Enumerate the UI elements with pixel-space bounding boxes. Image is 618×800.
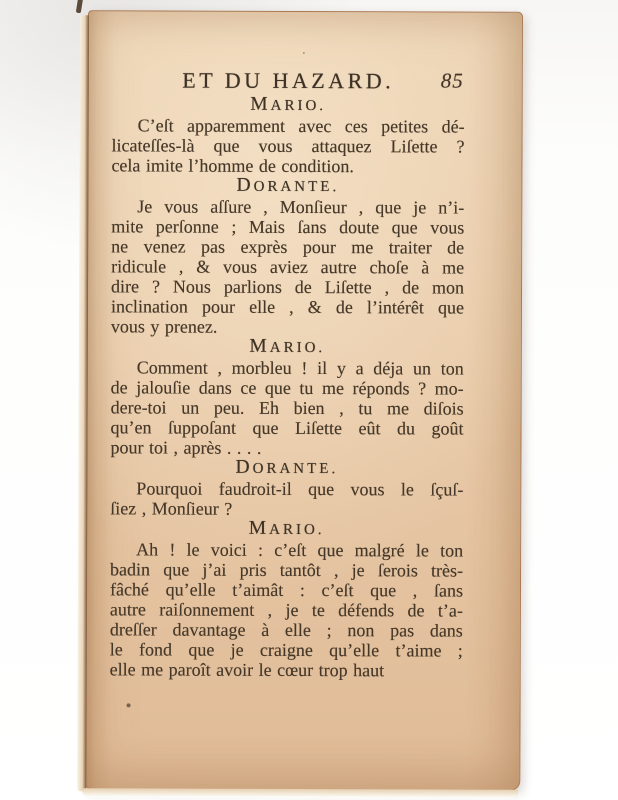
text-line: vous y prenez. bbox=[110, 316, 218, 337]
text-line: Comment , morbleu ! il y a déja un ton bbox=[136, 357, 464, 379]
paper-speck bbox=[303, 52, 305, 54]
text-block bbox=[110, 67, 465, 680]
page-number: 85 bbox=[440, 68, 464, 93]
text-line: qu’en ſuppoſant que Liſette eût du goût bbox=[110, 417, 464, 439]
text-line: le fond que je craigne qu’elle t’aime ; bbox=[109, 639, 463, 661]
text-line: ſiez , Monſieur ? bbox=[110, 498, 233, 519]
paper-speck bbox=[127, 703, 131, 707]
bookmark-tip-icon bbox=[76, 0, 83, 13]
speaker-heading: DORANTE. bbox=[236, 174, 340, 196]
text-line: dere-toi un peu. Eh bien , tu me diſois bbox=[110, 397, 464, 419]
speaker-heading: MARIO. bbox=[249, 335, 326, 357]
text-line: ne venez pas exprès pour me traiter de bbox=[111, 236, 465, 258]
text-line: dreſſer davantage à elle ; non pas dans bbox=[109, 619, 463, 641]
text-line: autre raiſonnement , je te défends de t’a- bbox=[109, 599, 463, 621]
text-line: elle me paroît avoir le cœur trop haut bbox=[109, 659, 385, 681]
running-header-title: ET DU HAZARD. bbox=[182, 67, 395, 94]
text-line: Pourquoi faudroit-il que vous le ſçuſ- bbox=[136, 478, 464, 500]
text-line: inclination pour elle , & de l’intérêt que bbox=[110, 296, 465, 318]
text-line: pour toi , après . . . . bbox=[110, 437, 262, 458]
book-page bbox=[85, 10, 523, 791]
text-line: licateſſes-là que vous attaquez Liſette ? bbox=[111, 135, 465, 157]
text-line: Ah ! le voici : c’eſt que malgré le ton bbox=[136, 539, 464, 561]
text-line: dire ? Nous parlions de Liſette , de mon bbox=[111, 276, 465, 298]
text-line: badin que j’ai pris tantôt , je ſerois très- bbox=[110, 559, 464, 581]
text-line: cela imite l’homme de condition. bbox=[111, 155, 354, 177]
text-line: de jalouſie dans ce que tu me réponds ? mo- bbox=[110, 377, 464, 399]
text-line: C’eſt apparemment avec ces petites dé- bbox=[137, 115, 465, 137]
running-header bbox=[112, 67, 465, 95]
page-body bbox=[110, 94, 465, 680]
speaker-heading: MARIO. bbox=[248, 517, 325, 539]
text-line: Je vous aſſure , Monſieur , que je n’i- bbox=[137, 196, 465, 218]
speaker-heading: MARIO. bbox=[250, 93, 327, 115]
text-line: mite perſonne ; Mais ſans doute que vous bbox=[111, 216, 465, 238]
text-line: fâché qu’elle t’aimât : c’eſt que , ſans bbox=[109, 579, 464, 601]
speaker-heading: DORANTE. bbox=[235, 456, 339, 478]
text-line: ridicule , & vous aviez autre choſe à me bbox=[111, 256, 465, 278]
